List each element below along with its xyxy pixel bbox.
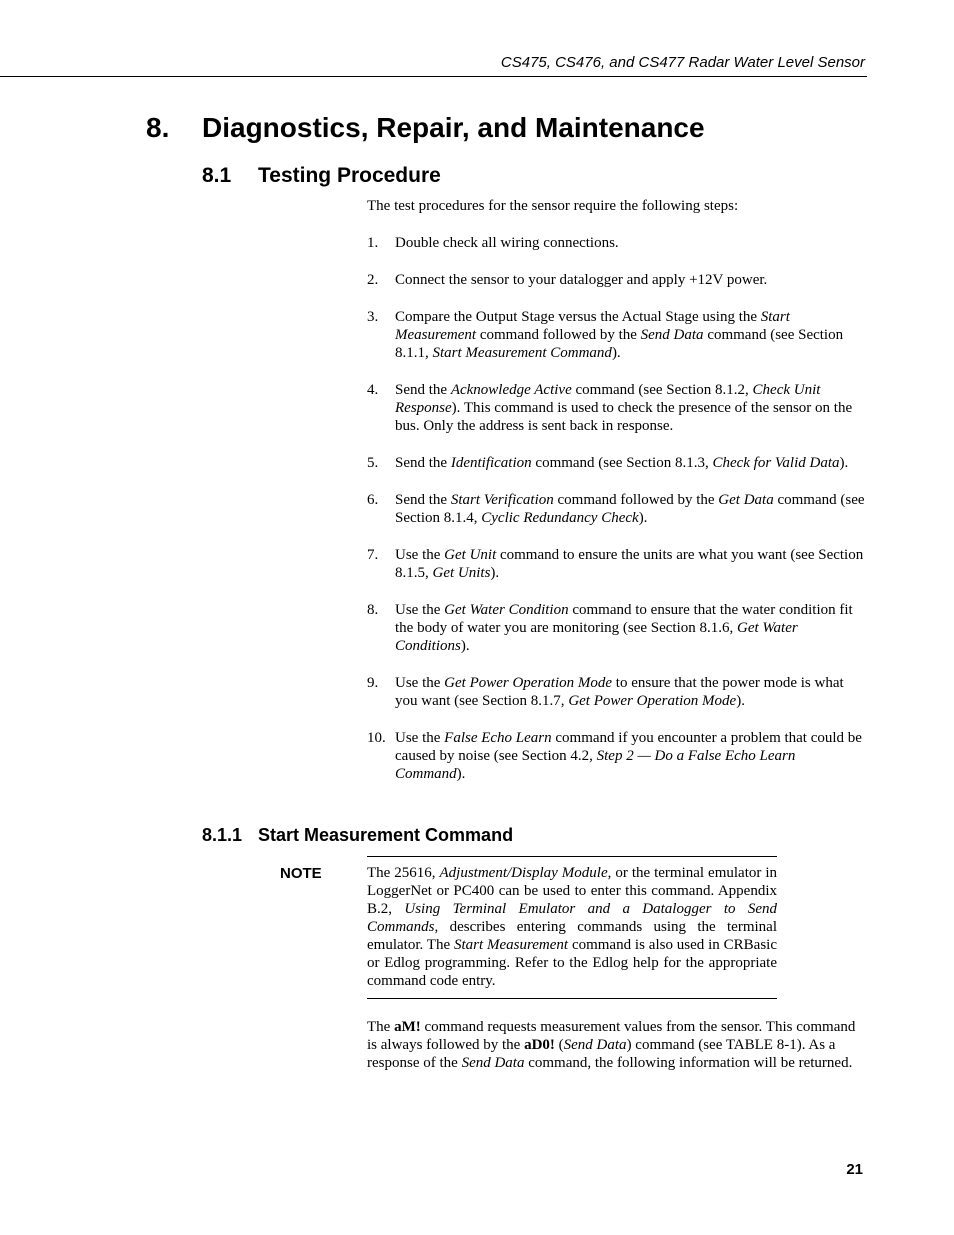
step-item bbox=[367, 729, 867, 783]
section-number: 8.1 bbox=[202, 164, 232, 187]
italic-term: Adjustment/Display Module bbox=[439, 865, 608, 881]
text-run: ). bbox=[736, 693, 745, 709]
text-run: command (see Section 8.1.2, bbox=[571, 382, 753, 398]
italic-term: Step 2 — Do a False Echo Learn Command bbox=[395, 748, 796, 782]
intro-paragraph: The test procedures for the sensor require the following steps: bbox=[367, 198, 739, 214]
text-run: , or the terminal emulator in LoggerNet or PC400 can be used to enter this command. Appendix B.2, bbox=[367, 865, 778, 917]
section-title: Testing Procedure bbox=[258, 164, 441, 187]
italic-term: Get Power Operation Mode bbox=[568, 693, 737, 709]
after-note-paragraph bbox=[367, 1018, 867, 1072]
text-run: ). bbox=[839, 455, 849, 471]
text-run: command followed by the bbox=[476, 327, 641, 343]
step-number: 1. bbox=[367, 235, 379, 251]
text-run: ( bbox=[554, 1037, 564, 1053]
italic-term: Get Unit bbox=[444, 547, 497, 563]
text-run: The bbox=[367, 1019, 395, 1035]
italic-term: Get Data bbox=[718, 492, 774, 508]
step-number: 8. bbox=[367, 602, 379, 618]
text-run: ). bbox=[460, 638, 470, 654]
step-number: 7. bbox=[367, 547, 379, 563]
italic-term: Start Measurement bbox=[453, 937, 569, 953]
subsection-title: Start Measurement Command bbox=[258, 825, 514, 845]
chapter-title: Diagnostics, Repair, and Maintenance bbox=[202, 112, 705, 143]
italic-term: Get Units bbox=[432, 565, 491, 581]
text-run: ). bbox=[638, 510, 648, 526]
section-heading bbox=[202, 164, 441, 188]
text-run: ). bbox=[490, 565, 500, 581]
italic-term: Start Verification bbox=[450, 492, 554, 508]
text-run: Double check all wiring connections. bbox=[395, 235, 619, 251]
text-run: Send the bbox=[395, 382, 451, 398]
italic-term: Check Unit Response bbox=[395, 382, 821, 416]
text-run: command to ensure the units are what you want (see Section 8.1.5, bbox=[395, 547, 864, 581]
bold-command: aM! bbox=[394, 1019, 421, 1035]
italic-term: Send Data bbox=[640, 327, 704, 343]
step-item bbox=[367, 234, 867, 252]
italic-term: Start Measurement Command bbox=[432, 345, 612, 361]
text-run: command requests measurement values from the sensor. This command is always followed by the bbox=[367, 1019, 856, 1053]
text-run: Use the bbox=[395, 602, 445, 618]
italic-term: Acknowledge Active bbox=[450, 382, 572, 398]
step-item bbox=[367, 308, 867, 362]
text-run: command, the following information will be returned. bbox=[524, 1055, 853, 1071]
chapter-number: 8. bbox=[146, 112, 170, 143]
text-run: command (see Section 8.1.1, bbox=[395, 327, 844, 361]
text-run: command to ensure that the water condition fit the body of water you are monitoring (see Section 8.1.6, bbox=[395, 602, 853, 636]
page-number: 21 bbox=[846, 1161, 863, 1178]
step-number: 4. bbox=[367, 382, 379, 398]
step-number: 9. bbox=[367, 675, 379, 691]
step-item bbox=[367, 546, 867, 582]
note-box bbox=[367, 856, 777, 999]
text-run: command is also used in CRBasic or Edlog programming. Refer to the Edlog help for the appropriate command code entry. bbox=[367, 937, 777, 989]
italic-term: Start Measurement bbox=[395, 309, 790, 343]
step-number: 2. bbox=[367, 272, 379, 288]
italic-term: Check for Valid Data bbox=[712, 455, 840, 471]
header-rule bbox=[0, 76, 867, 77]
step-item bbox=[367, 674, 867, 710]
step-number: 6. bbox=[367, 492, 379, 508]
italic-term: Using Terminal Emulator and a Datalogger to Send Commands bbox=[367, 901, 777, 935]
step-item bbox=[367, 601, 867, 655]
note-label: NOTE bbox=[280, 865, 322, 882]
subsection-heading bbox=[202, 825, 513, 846]
italic-term: Send Data bbox=[563, 1037, 627, 1053]
step-item bbox=[367, 271, 867, 289]
step-number: 3. bbox=[367, 309, 379, 325]
step-number: 5. bbox=[367, 455, 379, 471]
text-run: Compare the Output Stage versus the Actual Stage using the bbox=[395, 309, 761, 325]
text-run: Use the bbox=[395, 675, 445, 691]
text-run: Use the bbox=[395, 730, 445, 746]
italic-term: Cyclic Redundancy Check bbox=[481, 510, 639, 526]
text-run: command (see Section 8.1.4, bbox=[395, 492, 865, 526]
italic-term: Get Power Operation Mode bbox=[444, 675, 613, 691]
step-number: 10. bbox=[367, 730, 386, 746]
text-run: ). bbox=[456, 766, 466, 782]
step-item bbox=[367, 454, 867, 472]
subsection-number: 8.1.1 bbox=[202, 825, 243, 845]
step-item bbox=[367, 381, 867, 435]
italic-term: Send Data bbox=[461, 1055, 525, 1071]
italic-term: Identification bbox=[450, 455, 532, 471]
step-item bbox=[367, 491, 867, 527]
text-run: Use the bbox=[395, 547, 445, 563]
text-run: to ensure that the power mode is what you want (see Section 8.1.7, bbox=[395, 675, 844, 709]
text-run: ). This command is used to check the presence of the sensor on the bus. Only the address is sent back in response. bbox=[395, 400, 853, 434]
text-run: , describes entering commands using the terminal emulator. The bbox=[367, 919, 777, 953]
text-run: Send the bbox=[395, 455, 451, 471]
italic-term: Get Water Condition bbox=[444, 602, 569, 618]
chapter-heading bbox=[146, 112, 705, 144]
text-run: Connect the sensor to your datalogger and apply +12V power. bbox=[395, 272, 768, 288]
italic-term: False Echo Learn bbox=[444, 730, 552, 746]
steps-list bbox=[367, 234, 867, 802]
text-run: ). bbox=[611, 345, 621, 361]
text-run: command (see Section 8.1.3, bbox=[531, 455, 713, 471]
text-run: command if you encounter a problem that could be caused by noise (see Section 4.2, bbox=[395, 730, 862, 764]
text-run: The 25616, bbox=[367, 865, 440, 881]
bold-command: aD0! bbox=[524, 1037, 555, 1053]
text-run: command followed by the bbox=[553, 492, 719, 508]
text-run: Send the bbox=[395, 492, 451, 508]
text-run: ) command (see TABLE 8-1). As a response of the bbox=[367, 1037, 836, 1071]
italic-term: Get Water Conditions bbox=[395, 620, 798, 654]
running-header: CS475, CS476, and CS477 Radar Water Level Sensor bbox=[500, 54, 865, 71]
